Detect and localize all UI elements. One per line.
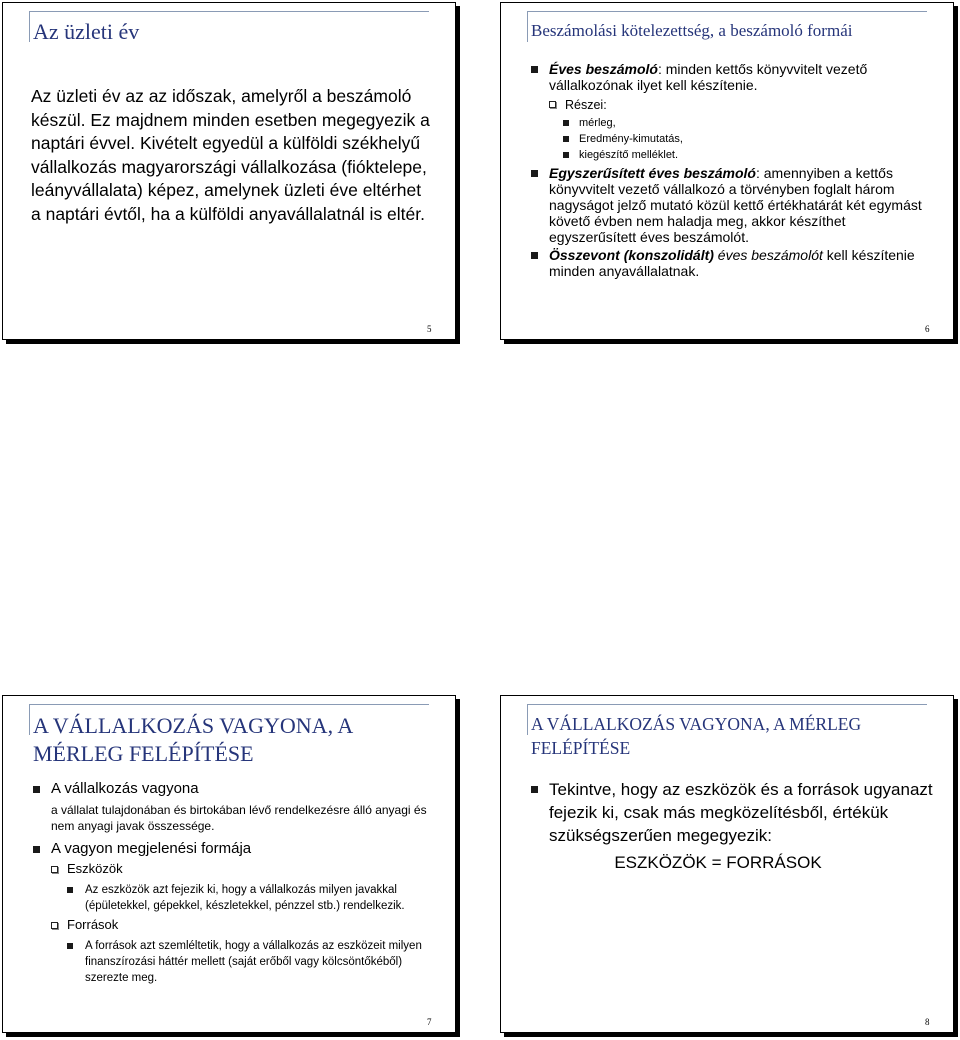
bullet-item	[531, 61, 935, 93]
square-bullet-icon	[563, 136, 569, 142]
bullet-text: : minden kettős könyvvitelt vezető vállalkozónak ilyet kell készítenie.	[549, 61, 868, 93]
list-item: mérleg,	[531, 115, 935, 131]
page-number: 6	[925, 324, 930, 334]
slide-body-text: Az üzleti év az az időszak, amelyről a beszámoló készül. Ez majdnem minden esetben megegyezik a naptári évvel. Kivételt egyedül a külföldi székhelyű vállalkozás magyarországi vállalkozása (fióktelepe, leányvállalata) képez, amelynek üzleti éve eltérhet a naptári évtől, ha a külföldi anyavállalatnál is eltér.	[31, 86, 430, 224]
list-item: Az eszközök azt fejezik ki, hogy a vállalkozás milyen javakkal (épületekkel, gépekkel, készletekkel, pénzzel stb.) rendelkezik.	[33, 882, 437, 914]
definition-text: a vállalat tulajdonában és birtokában lévő rendelkezésre álló anyagi és nem anyagi javak összessége.	[51, 803, 427, 833]
bullet-item	[531, 165, 935, 245]
hollow-square-bullet-icon	[51, 866, 58, 873]
sub-heading: Eszközök	[33, 860, 437, 878]
sub-heading: Források	[33, 916, 437, 934]
square-bullet-icon	[531, 252, 538, 259]
square-bullet-icon	[563, 152, 569, 158]
term-continued: éves beszámolót	[713, 247, 823, 263]
square-bullet-icon	[67, 943, 73, 949]
bullet-item	[531, 247, 935, 279]
term: Összevont (konszolidált)	[549, 247, 714, 263]
sub-list	[531, 115, 935, 163]
bullet-text: kell készítenie minden anyavállalatnak.	[549, 247, 915, 279]
term: Éves beszámoló	[549, 61, 658, 77]
bullet-text: : amennyiben a kettős könyvvitelt vezető vállalkozó a törvényben foglalt három nagyságot jelző mutató közül kettő értékhatárát két egymást követő évben nem haladja meg, akkor készíthet egyszerűsített éves beszámolót.	[549, 165, 922, 245]
slide-title: A VÁLLALKOZÁS VAGYONA, A MÉRLEG FELÉPÍTÉSE	[33, 713, 353, 766]
slide-title: Beszámolási kötelezettség, a beszámoló formái	[531, 21, 853, 40]
list-item: kiegészítő melléklet.	[531, 147, 935, 163]
square-bullet-icon	[67, 887, 73, 893]
bullet-item: A vagyon megjelenési formája	[33, 840, 437, 858]
page-number: 7	[427, 1017, 432, 1027]
square-bullet-icon	[33, 786, 40, 793]
slide-body	[531, 778, 935, 873]
slide-body	[531, 61, 935, 279]
square-bullet-icon	[531, 786, 538, 793]
bullet-item: A vállalkozás vagyona	[33, 780, 437, 798]
slide-7	[2, 695, 456, 1033]
sub-label: Részei:	[565, 98, 607, 112]
hollow-square-bullet-icon	[51, 922, 58, 929]
term: Egyszerűsített éves beszámoló	[549, 165, 756, 181]
slide-body	[33, 780, 437, 986]
slide-title: A VÁLLALKOZÁS VAGYONA, A MÉRLEG FELÉPÍTÉSE	[531, 714, 862, 758]
square-bullet-icon	[531, 170, 538, 177]
slide-title: Az üzleti év	[33, 19, 140, 44]
page-number: 5	[427, 324, 432, 334]
hollow-square-bullet-icon	[549, 101, 556, 108]
square-bullet-icon	[563, 120, 569, 126]
slide-5	[2, 2, 456, 340]
bullet-item: Tekintve, hogy az eszközök és a források ugyanazt fejezik ki, csak más megközelítésből, értékük szükségszerűen megegyezik:	[531, 778, 935, 847]
square-bullet-icon	[531, 66, 538, 73]
slide-8	[500, 695, 954, 1033]
list-item: A források azt szemléltetik, hogy a vállalkozás az eszközeit milyen finanszírozási háttér mellett (saját erőből vagy kölcsöntőkéből) szerezte meg.	[33, 938, 437, 986]
slide-6	[500, 2, 954, 340]
square-bullet-icon	[33, 846, 40, 853]
page-number: 8	[925, 1017, 930, 1027]
sub-heading	[531, 97, 935, 113]
equation: ESZKÖZÖK = FORRÁSOK	[614, 853, 822, 872]
list-item: Eredmény-kimutatás,	[531, 131, 935, 147]
